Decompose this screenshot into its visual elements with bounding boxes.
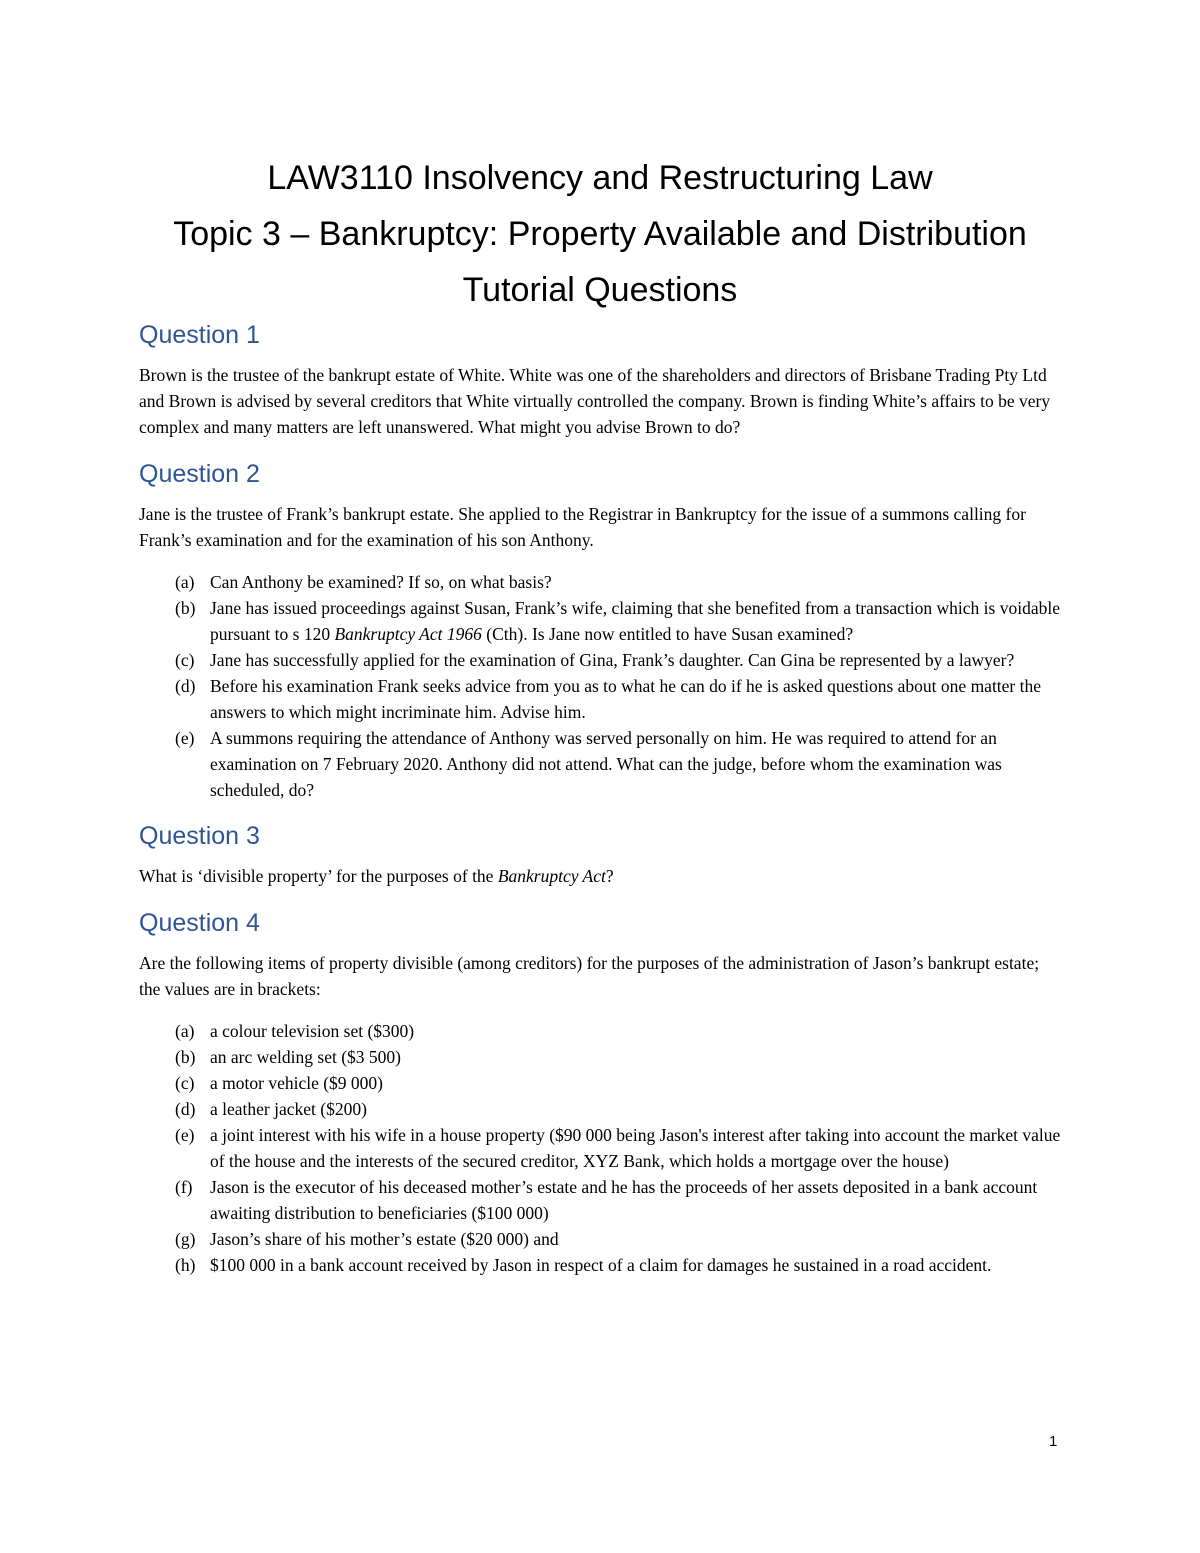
item-label: (f) <box>175 1177 193 1197</box>
item-label: (b) <box>175 598 196 618</box>
list-item <box>139 1096 1064 1122</box>
item-text: $100 000 in a bank account received by Jason in respect of a claim for damages he sustained in a road accident. <box>210 1255 992 1275</box>
question-1-text: Brown is the trustee of the bankrupt estate of White. White was one of the shareholders and directors of Brisbane Trading Pty Ltd and Brown is advised by several creditors that White virtually controlled the company. Brown is finding White’s affairs to be very complex and many matters are left unanswered. What might you advise Brown to do? <box>139 365 1051 437</box>
act-citation: Bankruptcy Act <box>497 866 606 886</box>
question-1 <box>139 318 1064 440</box>
item-text: A summons requiring the attendance of Anthony was served personally on him. He was required to attend for an examination on 7 February 2020. Anthony did not attend. What can the judge, before whom the examination was scheduled, do? <box>210 728 1002 800</box>
item-text: a joint interest with his wife in a house property ($90 000 being Jason's interest after taking into account the market value of the house and the interests of the secured creditor, XYZ Bank, which holds a mortgage over the house) <box>210 1125 1061 1171</box>
item-label: (b) <box>175 1047 196 1067</box>
act-citation: Bankruptcy Act 1966 <box>334 624 482 644</box>
item-label: (h) <box>175 1255 196 1275</box>
question-4-text: Are the following items of property divisible (among creditors) for the purposes of the administration of Jason’s bankrupt estate; the values are in brackets: <box>139 953 1040 999</box>
question-4-list <box>139 1018 1064 1278</box>
item-label: (g) <box>175 1229 196 1249</box>
item-label: (c) <box>175 1073 195 1093</box>
list-item <box>139 647 1064 673</box>
item-label: (e) <box>175 728 195 748</box>
document-body <box>139 318 1064 1278</box>
item-text: Jane has issued proceedings against Susan, Frank’s wife, claiming that she benefited from a transaction which is voidable pursuant to s 120 <box>210 598 1060 644</box>
document-title <box>0 150 1200 318</box>
list-item <box>139 725 1064 803</box>
list-item <box>139 673 1064 725</box>
question-2-text: Jane is the trustee of Frank’s bankrupt estate. She applied to the Registrar in Bankruptcy for the issue of a summons calling for Frank’s examination and for the examination of his son Anthony. <box>139 504 1026 550</box>
item-text: an arc welding set ($3 500) <box>210 1047 401 1067</box>
item-label: (d) <box>175 1099 196 1119</box>
list-item <box>139 1044 1064 1070</box>
item-text: Can Anthony be examined? If so, on what basis? <box>210 572 552 592</box>
question-3-text-start: What is ‘divisible property’ for the purposes of the <box>139 866 498 886</box>
item-label: (e) <box>175 1125 195 1145</box>
item-label: (c) <box>175 650 195 670</box>
list-item <box>139 1226 1064 1252</box>
list-item <box>139 1174 1064 1226</box>
course-title: LAW3110 Insolvency and Restructuring Law <box>267 159 933 197</box>
item-label: (d) <box>175 676 196 696</box>
question-3-text <box>139 863 1064 889</box>
item-text: a leather jacket ($200) <box>210 1099 367 1119</box>
question-3-heading: Question 3 <box>139 822 260 850</box>
question-3 <box>139 819 1064 889</box>
item-text: Jane has successfully applied for the examination of Gina, Frank’s daughter. Can Gina be represented by a lawyer? <box>210 650 1015 670</box>
list-item <box>139 1122 1064 1174</box>
item-text-end: (Cth). Is Jane now entitled to have Susan examined? <box>481 624 854 644</box>
question-2-heading: Question 2 <box>139 460 260 488</box>
page-number: 1 <box>1049 1433 1058 1450</box>
list-item <box>139 569 1064 595</box>
item-text: Jason’s share of his mother’s estate ($20 000) and <box>210 1229 559 1249</box>
question-3-text-end: ? <box>605 866 614 886</box>
list-item <box>139 595 1064 647</box>
question-2-list <box>139 569 1064 803</box>
item-label: (a) <box>175 1021 195 1041</box>
item-text: Jason is the executor of his deceased mother’s estate and he has the proceeds of her assets deposited in a bank account awaiting distribution to beneficiaries ($100 000) <box>210 1177 1038 1223</box>
item-label: (a) <box>175 572 195 592</box>
item-text: a colour television set ($300) <box>210 1021 415 1041</box>
question-4-heading: Question 4 <box>139 909 260 937</box>
section-title: Tutorial Questions <box>462 271 738 309</box>
topic-title: Topic 3 – Bankruptcy: Property Available and Distribution <box>173 215 1027 253</box>
question-2 <box>139 457 1064 803</box>
list-item <box>139 1070 1064 1096</box>
item-text: Before his examination Frank seeks advice from you as to what he can do if he is asked questions about one matter the answers to which might incriminate him. Advise him. <box>210 676 1042 722</box>
list-item <box>139 1252 1064 1278</box>
list-item <box>139 1018 1064 1044</box>
question-1-heading: Question 1 <box>139 321 260 349</box>
item-text: a motor vehicle ($9 000) <box>210 1073 384 1093</box>
question-4 <box>139 906 1064 1278</box>
